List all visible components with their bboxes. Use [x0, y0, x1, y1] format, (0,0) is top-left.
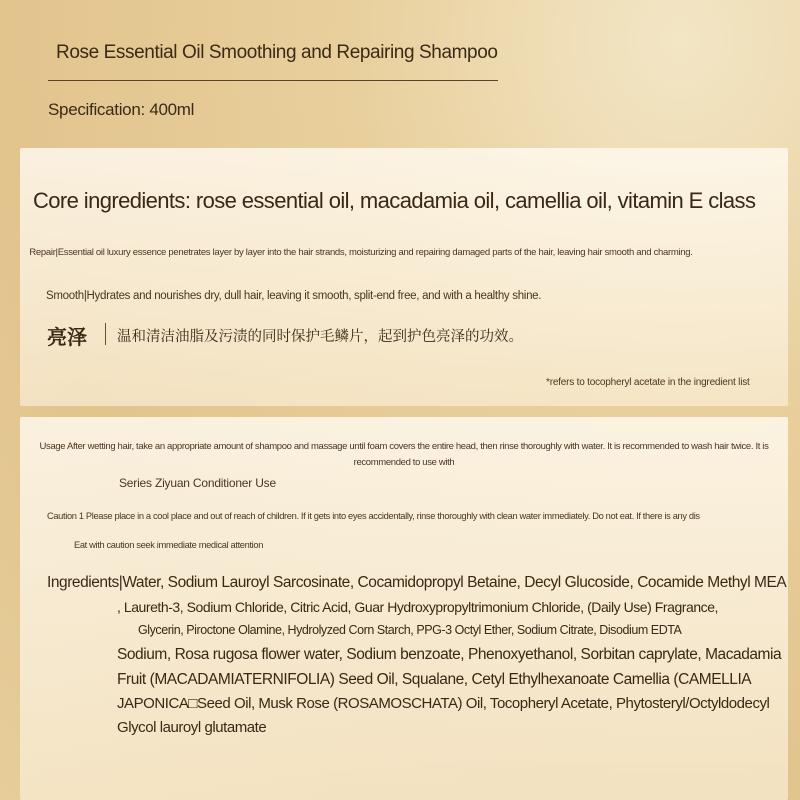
footnote: *refers to tocopheryl acetate in the ingredient list [546, 377, 750, 388]
ingredients-line: Fruit (MACADAMIATERNIFOLIA) Seed Oil, Squalane, Cetyl Ethylhexanoate Camellia (CAMELLIA [117, 671, 752, 688]
specification: Specification: 400ml [48, 100, 195, 119]
shine-heading: 亮泽 [47, 327, 87, 349]
ingredients-line: Glycol lauroyl glutamate [117, 719, 267, 736]
product-title: Rose Essential Oil Smoothing and Repairing Shampoo [56, 42, 498, 63]
caution-line-2: Eat with caution seek immediate medical attention [74, 540, 264, 550]
details-panel [20, 417, 788, 800]
ingredients-line: Ingredients|Water, Sodium Lauroyl Sarcosinate, Cocamidopropyl Betaine, Decyl Glucoside, Cocamide Methyl MEA [47, 574, 787, 591]
smooth-description: Smooth|Hydrates and nourishes dry, dull hair, leaving it smooth, split-end free, and with a healthy shine. [46, 290, 542, 302]
repair-description: Repair|Essential oil luxury essence penetrates layer by layer into the hair strands, moisturizing and repairing damaged parts of the hair, leaving hair smooth and charming. [29, 247, 693, 258]
ingredients-line: Sodium, Rosa rugosa flower water, Sodium benzoate, Phenoxyethanol, Sorbitan caprylate, Macadamia [117, 646, 782, 663]
core-ingredients-panel [20, 148, 788, 406]
series-recommendation: Series Ziyuan Conditioner Use [119, 476, 276, 490]
ingredients-line: , Laureth-3, Sodium Chloride, Citric Acid, Guar Hydroxypropyltrimonium Chloride, (Daily Use) Fragrance, [117, 599, 718, 615]
usage-instructions: Usage After wetting hair, take an appropriate amount of shampoo and massage until foam covers the entire head, then rinse thoroughly with water. It is recommended to wash hair twice. It is recommended to use with [39, 441, 769, 468]
ingredients-line: JAPONICA□Seed Oil, Musk Rose (ROSAMOSCHATA) Oil, Tocopheryl Acetate, Phytosteryl/Octyldodecyl [117, 695, 770, 712]
ingredients-line: Glycerin, Piroctone Olamine, Hydrolyzed Corn Starch, PPG-3 Octyl Ether, Sodium Citrate, Disodium EDTA [138, 623, 682, 637]
caution-line-1: Caution 1 Please place in a cool place and out of reach of children. If it gets into eyes accidentally, rinse thoroughly with clean water immediately. Do not eat. If there is any dis [47, 511, 700, 521]
core-ingredients-heading: Core ingredients: rose essential oil, macadamia oil, camellia oil, vitamin E class [33, 188, 756, 213]
shine-description: 温和清洁油脂及污渍的同时保护毛鳞片，起到护色亮泽的功效。 [117, 329, 523, 345]
title-divider [48, 80, 498, 81]
shine-divider [105, 323, 106, 345]
